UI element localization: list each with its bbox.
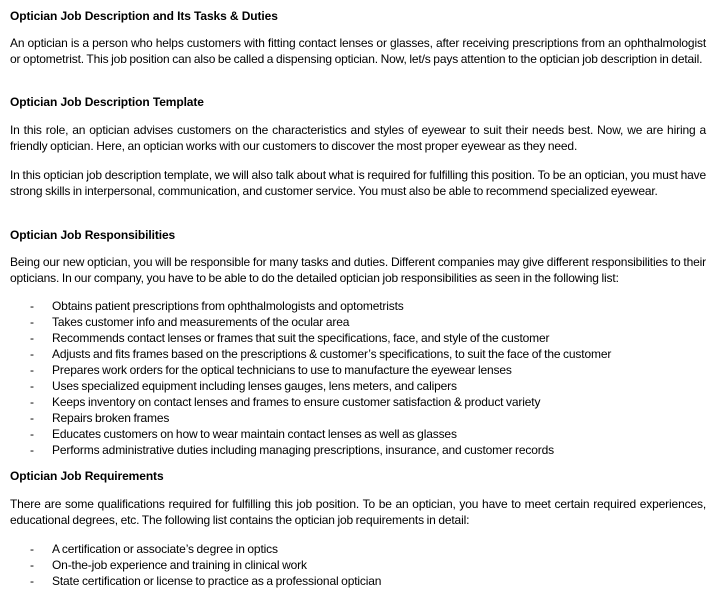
list-item bbox=[10, 394, 611, 410]
list-item bbox=[10, 298, 611, 314]
responsibilities-intro: Being our new optician, you will be responsible for many tasks and duties. Different companies may give different responsibilities to their opticians. In our company, you have to be able to do the detailed optician job responsibilities as seen in the following list: bbox=[10, 255, 706, 285]
template-paragraph-1: In this role, an optician advises customers on the characteristics and styles of eyewear to suit their needs best. Now, we are hiring a friendly optician. Here, an optician works with our customers to discover the most proper eyewear as they need. bbox=[10, 123, 706, 153]
list-item-text: On-the-job experience and training in clinical work bbox=[52, 558, 307, 572]
bullet-dash: - bbox=[30, 558, 34, 572]
list-item bbox=[10, 573, 381, 589]
bullet-dash: - bbox=[30, 542, 34, 556]
document-title: Optician Job Description and Its Tasks & Duties bbox=[10, 9, 278, 23]
bullet-dash: - bbox=[30, 443, 34, 457]
list-item-text: Takes customer info and measurements of the ocular area bbox=[52, 315, 350, 329]
list-item-text: Performs administrative duties including managing prescriptions, insurance, and customer records bbox=[52, 443, 555, 457]
template-paragraph-2: In this optician job description template, we will also talk about what is required for fulfilling this position. To be an optician, you must have strong skills in interpersonal, communication, and customer service. You must also be able to recommend specialized eyewear. bbox=[10, 168, 706, 198]
bullet-dash: - bbox=[30, 574, 34, 588]
list-item-text: Keeps inventory on contact lenses and frames to ensure customer satisfaction & product variety bbox=[52, 395, 541, 409]
list-item bbox=[10, 330, 611, 346]
list-item bbox=[10, 541, 381, 557]
requirements-intro: There are some qualifications required for fulfilling this job position. To be an optician, you have to meet certain required experiences, educational degrees, etc. The following list contains the optician job requirements in detail: bbox=[10, 497, 706, 527]
bullet-dash: - bbox=[30, 411, 34, 425]
bullet-dash: - bbox=[30, 395, 34, 409]
bullet-dash: - bbox=[30, 427, 34, 441]
bullet-dash: - bbox=[30, 315, 34, 329]
bullet-dash: - bbox=[30, 331, 34, 345]
responsibilities-list bbox=[10, 298, 611, 458]
bullet-dash: - bbox=[30, 299, 34, 313]
list-item bbox=[10, 378, 611, 394]
bullet-dash: - bbox=[30, 379, 34, 393]
list-item-text: State certification or license to practice as a professional optician bbox=[52, 574, 382, 588]
list-item-text: Educates customers on how to wear maintain contact lenses as well as glasses bbox=[52, 427, 457, 441]
list-item bbox=[10, 557, 381, 573]
list-item bbox=[10, 442, 611, 458]
requirements-heading: Optician Job Requirements bbox=[10, 469, 164, 483]
list-item-text: Repairs broken frames bbox=[52, 411, 170, 425]
list-item-text: Recommends contact lenses or frames that suit the specifications, face, and style of the customer bbox=[52, 331, 550, 345]
list-item bbox=[10, 426, 611, 442]
list-item bbox=[10, 410, 611, 426]
list-item bbox=[10, 362, 611, 378]
bullet-dash: - bbox=[30, 363, 34, 377]
requirements-list bbox=[10, 541, 381, 589]
list-item bbox=[10, 346, 611, 362]
bullet-dash: - bbox=[30, 347, 34, 361]
intro-paragraph: An optician is a person who helps customers with fitting contact lenses or glasses, after receiving prescriptions from an ophthalmologist or optometrist. This job position can also be called a dispensing optician. Now, let/s pays attention to the optician job description in detail. bbox=[10, 36, 706, 66]
list-item bbox=[10, 314, 611, 330]
list-item-text: Prepares work orders for the optical technicians to use to manufacture the eyewear lenses bbox=[52, 363, 512, 377]
responsibilities-heading: Optician Job Responsibilities bbox=[10, 228, 176, 242]
template-heading: Optician Job Description Template bbox=[10, 95, 204, 109]
list-item-text: A certification or associate’s degree in optics bbox=[52, 542, 278, 556]
list-item-text: Uses specialized equipment including lenses gauges, lens meters, and calipers bbox=[52, 379, 457, 393]
list-item-text: Obtains patient prescriptions from ophthalmologists and optometrists bbox=[52, 299, 404, 313]
list-item-text: Adjusts and fits frames based on the prescriptions & customer’s specifications, to suit the face of the customer bbox=[52, 347, 612, 361]
